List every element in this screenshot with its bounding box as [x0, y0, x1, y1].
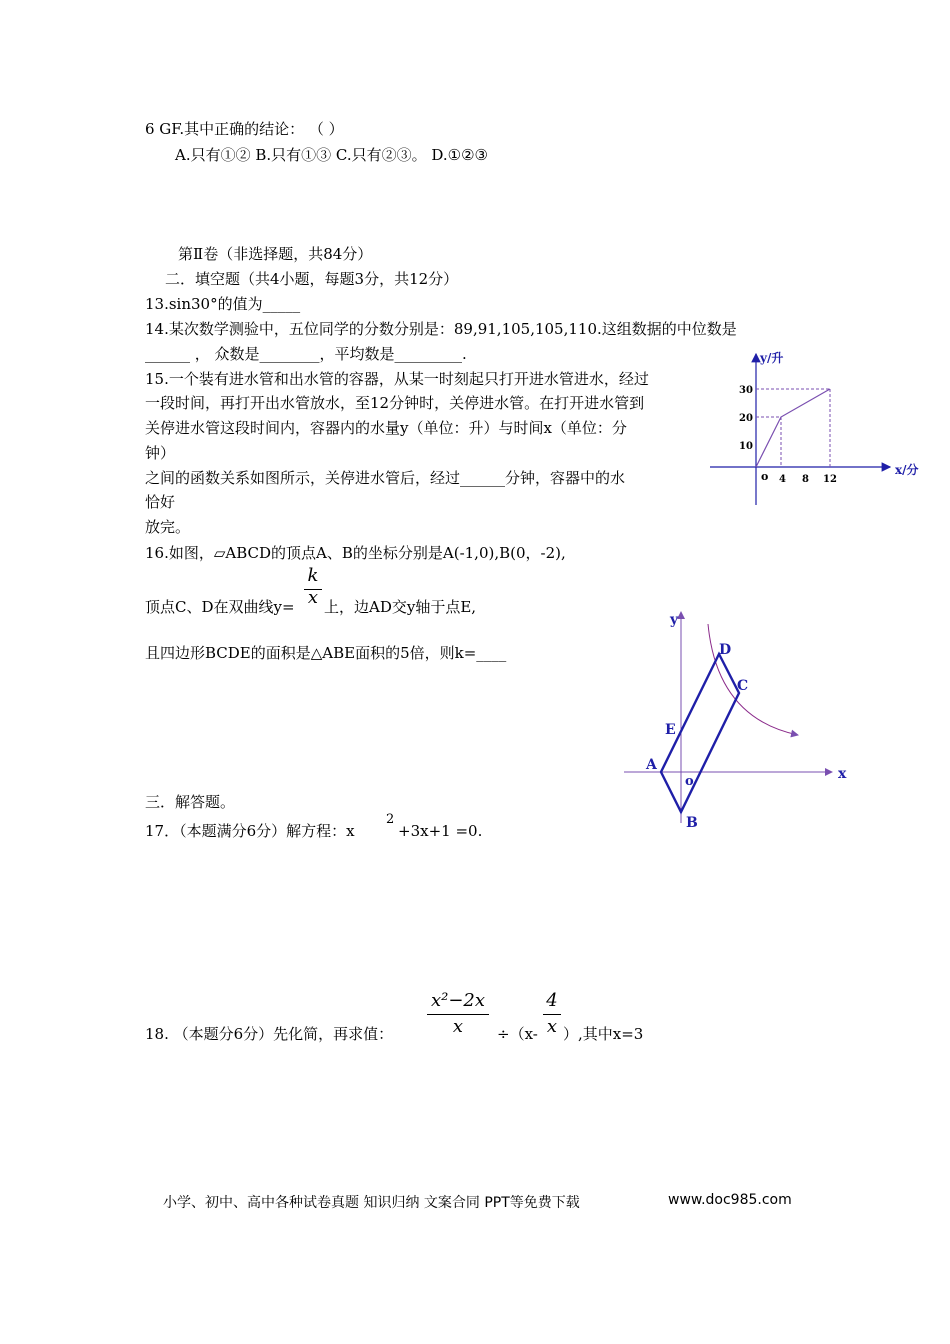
- q14-line2: ______ ， 众数是________，平均数是_________.: [145, 345, 467, 363]
- section3-title: 三．解答题。: [145, 793, 236, 811]
- q16-x-label: x: [838, 766, 847, 782]
- q15-line3: 关停进水管这段时间内，容器内的水量y（单位：升）与时间x（单位：分: [145, 419, 627, 437]
- q15-line7: 放完。: [145, 518, 191, 536]
- q16-fraction-numerator: k: [307, 565, 319, 586]
- q13: 13.sin30°的值为_____: [145, 295, 301, 313]
- q16-line1: 16.如图，▱ABCD的顶点A、B的坐标分别是A(-1,0),B(0，-2),: [145, 544, 566, 562]
- q15-x-label: x/分: [895, 463, 919, 477]
- footer-url[interactable]: www.doc985.com: [668, 1192, 792, 1208]
- footer-text: 小学、初中、高中各种试卷真题 知识归纳 文案合同 PPT等免费下载: [163, 1195, 580, 1211]
- q18-pre: 18. （本题分6分）先化简，再求值：: [145, 1025, 394, 1043]
- q18-fraction2-denominator: x: [546, 1016, 558, 1037]
- section2-title: 二．填空题（共4小题，每题3分，共12分）: [165, 270, 459, 288]
- q16-line2-post: 上，边AD交y轴于点E,: [324, 598, 477, 616]
- q15-graph: [705, 350, 925, 510]
- q16-point-C: C: [737, 678, 749, 694]
- q16-graph: [620, 608, 860, 838]
- q17-superscript: 2: [386, 812, 395, 827]
- q17-pre: 17．（本题满分6分）解方程：x: [145, 822, 355, 840]
- q18-post: ）,其中x=3: [563, 1025, 644, 1043]
- q16-origin: o: [685, 774, 694, 789]
- q14-line1: 14.某次数学测验中，五位同学的分数分别是：89,91,105,105,110.这组数据的中位数是: [145, 320, 737, 338]
- q16-point-D: D: [719, 642, 732, 658]
- q15-line1: 15.一个装有进水管和出水管的容器，从某一时刻起只打开进水管进水，经过: [145, 370, 649, 388]
- q18-fraction1-bar: [427, 1014, 489, 1015]
- q15-ytick-10: 10: [739, 441, 753, 452]
- q15-xtick-8: 8: [802, 474, 809, 485]
- q16-fraction-denominator: x: [307, 587, 319, 608]
- q16-point-A: A: [646, 757, 657, 773]
- q12-tail: 6 GF.其中正确的结论： （ ）: [145, 120, 344, 138]
- q16-point-E: E: [665, 722, 676, 738]
- q15-line4: 钟）: [145, 444, 176, 462]
- q15-line5: 之间的函数关系如图所示，关停进水管后，经过______分钟，容器中的水: [145, 469, 626, 487]
- q16-hyperbola-curve: [708, 624, 798, 735]
- q18-fraction2-numerator: 4: [546, 990, 558, 1011]
- q18-fraction1-denominator: x: [452, 1016, 464, 1037]
- q16-point-B: B: [686, 815, 698, 831]
- q15-ytick-20: 20: [739, 413, 753, 424]
- q12-options: A.只有①② B.只有①③ C.只有②③。 D.①②③: [175, 146, 489, 164]
- q15-ytick-30: 30: [739, 385, 753, 396]
- q17-post: +3x+1 =0.: [398, 822, 483, 840]
- part2-title: 第Ⅱ卷（非选择题，共84分）: [178, 245, 373, 263]
- q16-line3: 且四边形BCDE的面积是△ABE面积的5倍，则k=____: [145, 644, 507, 662]
- q15-origin: o: [761, 470, 769, 483]
- q18-fraction2-bar: [543, 1014, 561, 1015]
- q15-line6: 恰好: [145, 493, 176, 511]
- q16-line2-pre: 顶点C、D在双曲线y=: [145, 598, 295, 616]
- q18-divide: ÷（x-: [497, 1025, 538, 1043]
- q15-xtick-12: 12: [823, 474, 837, 485]
- q15-y-label: y/升: [760, 351, 784, 365]
- q16-y-label: y: [670, 612, 679, 628]
- q15-function-line: [756, 389, 830, 467]
- q18-fraction1-numerator: x²−2x: [430, 990, 486, 1011]
- q15-line2: 一段时间，再打开出水管放水，至12分钟时，关停进水管。在打开进水管到: [145, 394, 645, 412]
- q15-xtick-4: 4: [779, 474, 786, 485]
